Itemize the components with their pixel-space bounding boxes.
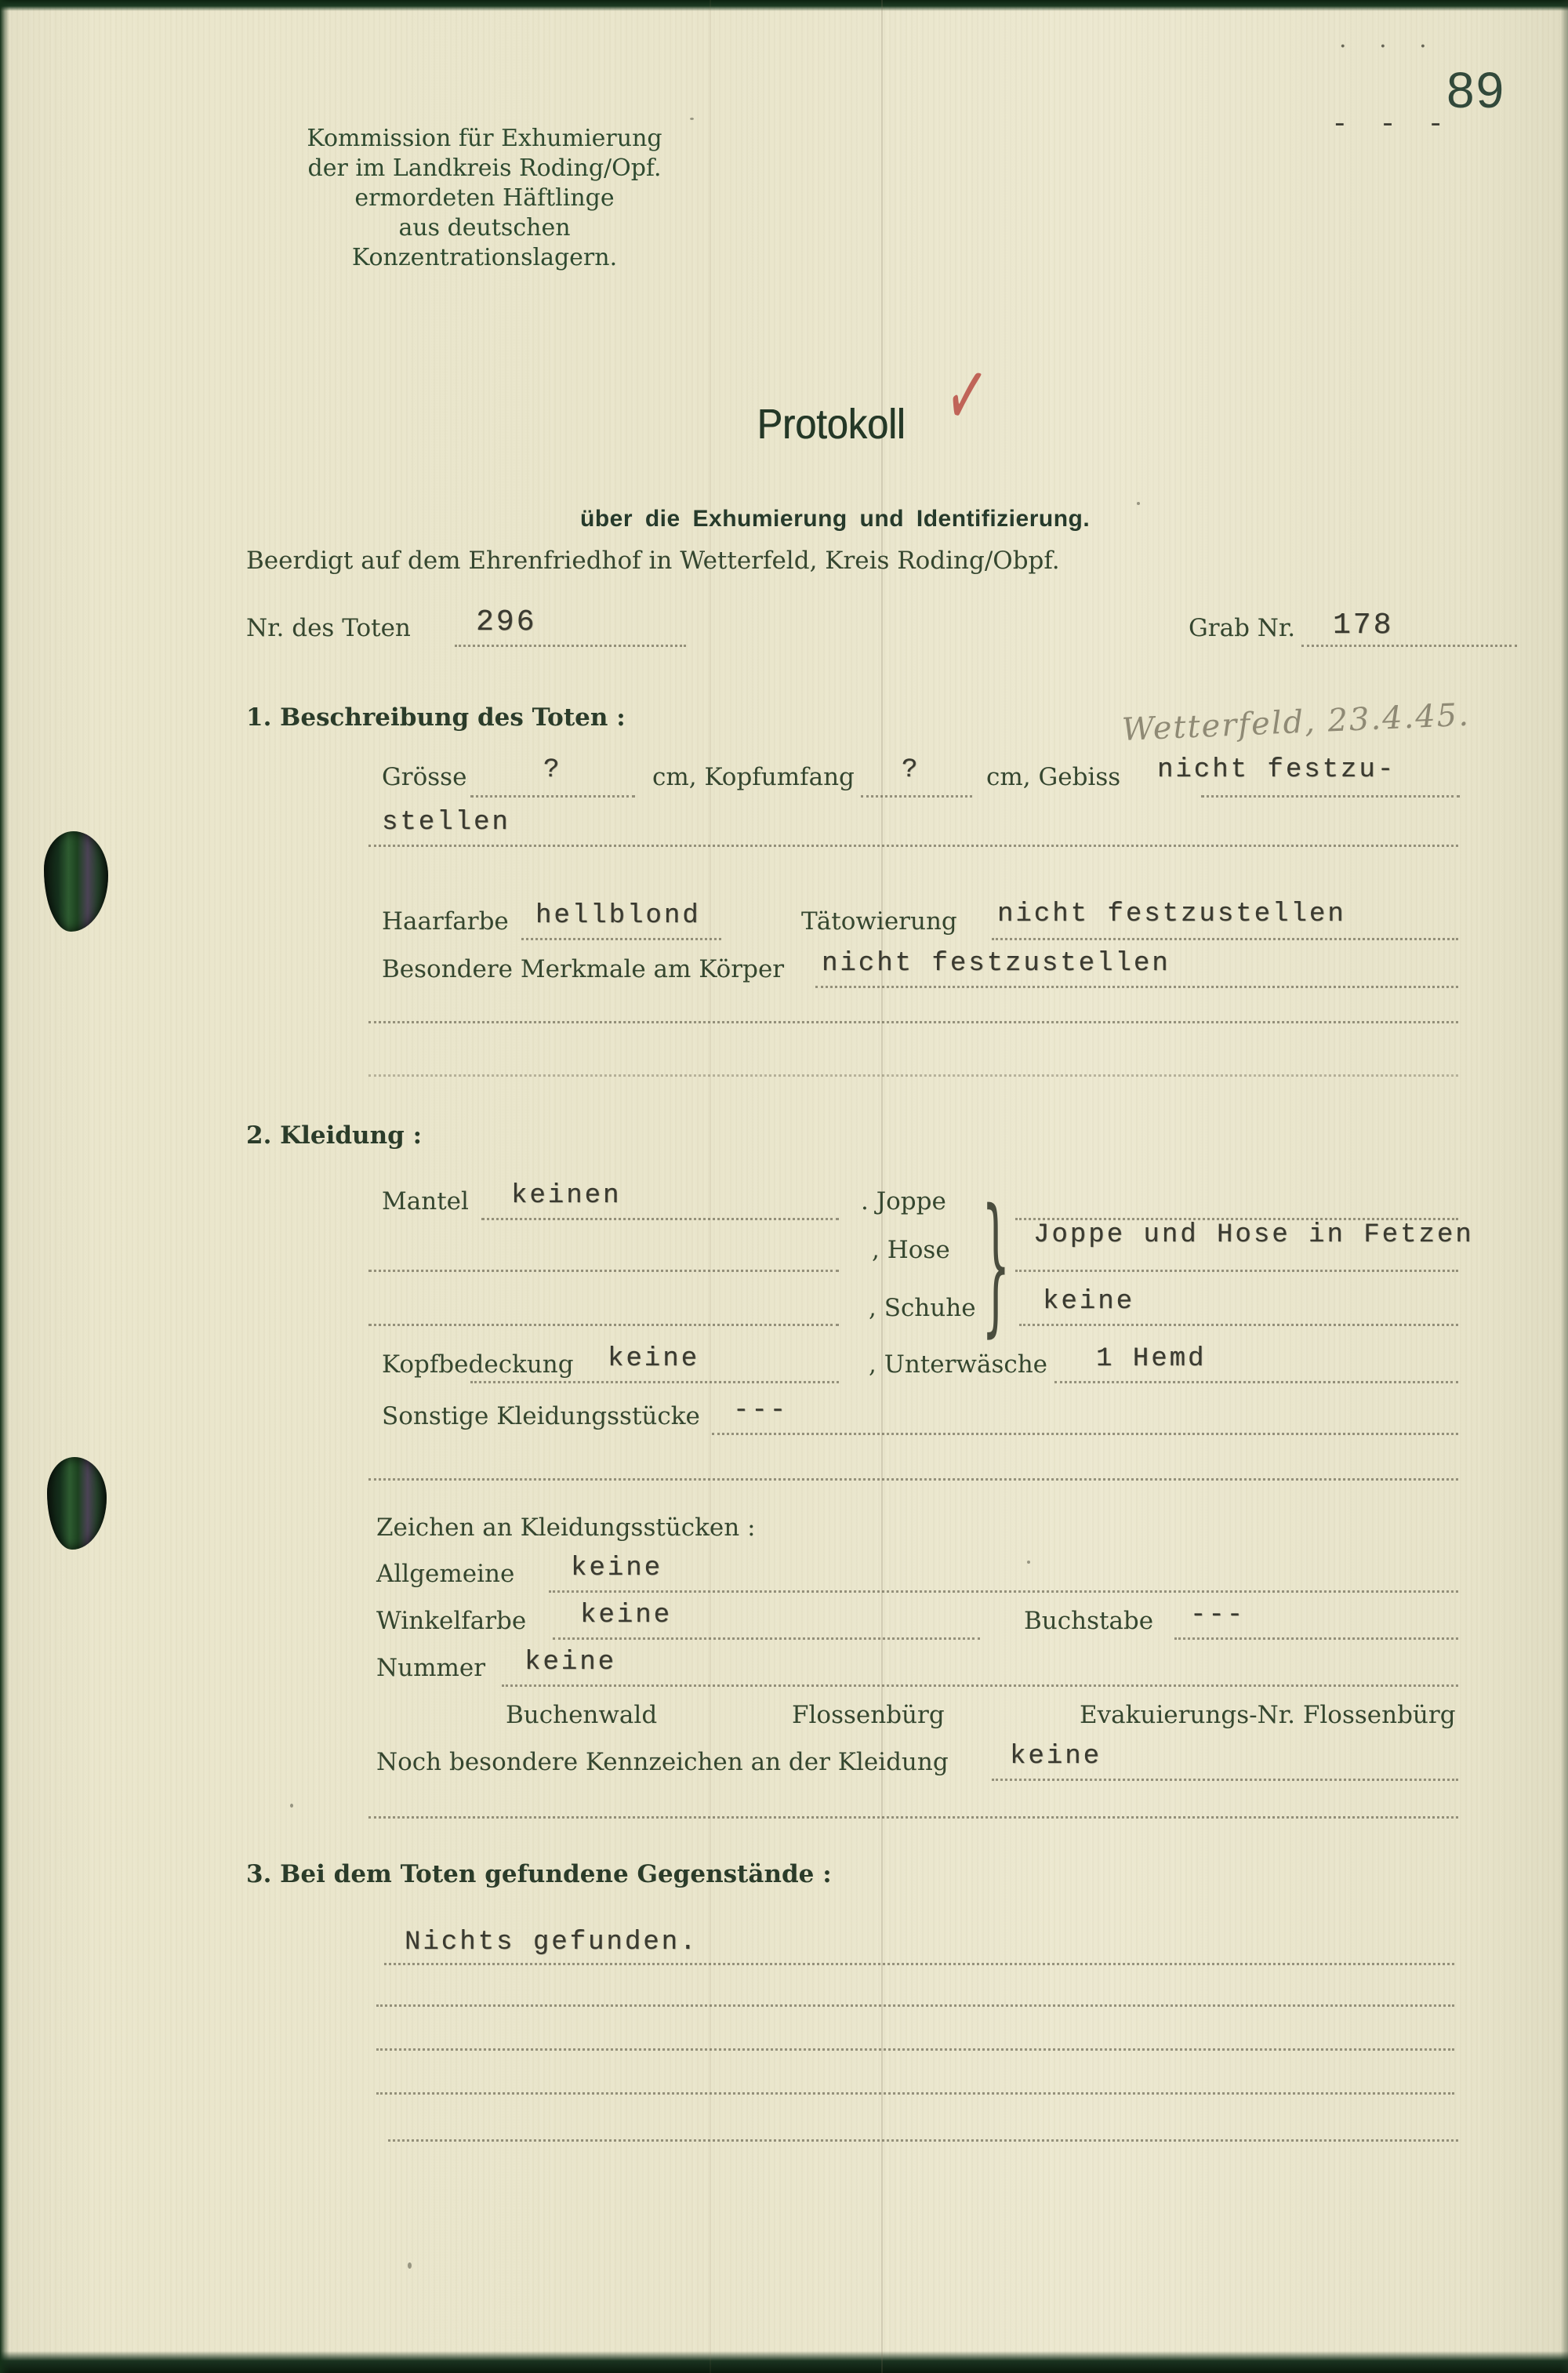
dotted-line <box>470 795 635 798</box>
allgemeine-label: Allgemeine <box>376 1560 515 1588</box>
section2-heading: 2. Kleidung : <box>246 1121 423 1150</box>
dotted-line <box>815 986 1458 988</box>
mantel-value: keinen <box>511 1181 622 1211</box>
paper-speck <box>290 1804 293 1808</box>
kopfumfang-label: cm, Kopfumfang <box>652 763 855 791</box>
corner-dash-marks: - - - <box>1331 108 1452 140</box>
dead-number-value: 296 <box>476 605 537 639</box>
letterhead <box>281 124 688 273</box>
allgemeine-value: keine <box>571 1554 663 1583</box>
merkmale-label: Besondere Merkmale am Körper <box>382 955 785 983</box>
kopfbedeckung-label: Kopfbedeckung <box>382 1350 574 1379</box>
haarfarbe-value: hellblond <box>535 901 701 931</box>
winkelfarbe-value: keine <box>580 1601 673 1630</box>
kennzeichen-label: Noch besondere Kennzeichen an der Kleidung <box>376 1748 949 1776</box>
dotted-line <box>1174 1637 1458 1640</box>
dotted-line <box>376 2004 1454 2007</box>
buchstabe-value: --- <box>1190 1601 1246 1630</box>
paper-fold-line <box>881 0 883 2373</box>
mantel-label: Mantel <box>382 1187 469 1216</box>
dotted-line <box>549 1590 1458 1593</box>
letterhead-line: aus deutschen Konzentrationslagern. <box>351 214 618 271</box>
camp-evakuierung-label: Evakuierungs-Nr. Flossenbürg <box>1080 1701 1456 1729</box>
section1-heading: 1. Beschreibung des Toten : <box>246 703 626 732</box>
dotted-line <box>1019 1324 1458 1326</box>
corner-dot-marks: · · · <box>1339 33 1439 60</box>
dotted-line <box>368 1816 1458 1819</box>
clothing-group-value: Joppe und Hose in Fetzen <box>1033 1220 1474 1250</box>
burial-location-line: Beerdigt auf dem Ehrenfriedhof in Wetterfeld, Kreis Roding/Obpf. <box>246 547 1060 575</box>
dotted-line <box>376 2048 1454 2051</box>
red-checkmark-icon: ✓ <box>942 338 993 454</box>
dotted-line <box>992 1779 1458 1781</box>
gebiss-value-continuation: stellen <box>382 808 510 838</box>
dotted-line <box>712 1433 1458 1435</box>
letterhead-line: Kommission für Exhumierung <box>307 125 662 152</box>
kennzeichen-value: keine <box>1010 1742 1102 1772</box>
dotted-line <box>521 938 721 940</box>
dotted-line <box>455 645 686 647</box>
haarfarbe-label: Haarfarbe <box>382 907 509 936</box>
nummer-label: Nummer <box>376 1654 486 1682</box>
paper-speck <box>1027 1561 1030 1564</box>
dotted-line <box>368 845 1458 847</box>
unterwaesche-value: 1 Hemd <box>1096 1344 1207 1374</box>
scan-edge-left <box>0 0 9 2373</box>
camp-flossenbuerg-label: Flossenbürg <box>792 1701 945 1729</box>
schuhe-value: keine <box>1043 1287 1135 1317</box>
taetowierung-value: nicht festzustellen <box>997 899 1346 929</box>
dotted-line <box>470 1381 839 1383</box>
schuhe-label: , Schuhe <box>869 1294 976 1322</box>
sonstige-label: Sonstige Kleidungsstücke <box>382 1402 700 1430</box>
winkelfarbe-label: Winkelfarbe <box>376 1607 527 1635</box>
camp-buchenwald-label: Buchenwald <box>506 1701 658 1729</box>
document-subtitle: über die Exhumierung und Identifizierung. <box>580 506 1091 532</box>
dotted-line <box>368 1478 1458 1481</box>
kopfumfang-value: ? <box>902 755 920 785</box>
paper-speck <box>1137 502 1140 505</box>
nummer-value: keine <box>524 1648 617 1677</box>
dotted-line <box>368 1021 1458 1023</box>
gebiss-label: cm, Gebiss <box>986 763 1121 791</box>
groesse-label: Grösse <box>382 763 467 791</box>
section3-heading: 3. Bei dem Toten gefundene Gegenstände : <box>246 1860 832 1888</box>
dotted-line <box>368 1074 1458 1077</box>
punch-hole-mark <box>44 831 108 932</box>
found-objects-value: Nichts gefunden. <box>405 1928 699 1957</box>
scan-edge-bottom <box>0 2351 1568 2373</box>
dotted-line <box>1301 645 1517 647</box>
dotted-line <box>861 795 972 798</box>
dotted-line <box>388 2139 1458 2142</box>
dotted-line <box>368 1324 839 1326</box>
merkmale-value: nicht festzustellen <box>822 949 1171 979</box>
dotted-line <box>553 1637 980 1640</box>
unterwaesche-label: , Unterwäsche <box>869 1350 1048 1379</box>
dotted-line <box>384 1963 1454 1965</box>
dotted-line <box>1201 795 1460 798</box>
clothing-group-brace: } <box>982 1176 1011 1351</box>
dead-number-label: Nr. des Toten <box>246 614 411 642</box>
joppe-label: . Joppe <box>861 1187 946 1216</box>
buchstabe-label: Buchstabe <box>1024 1607 1154 1635</box>
grave-number-label: Grab Nr. <box>1189 614 1296 642</box>
dotted-line <box>1054 1381 1458 1383</box>
handwritten-date-note: Wetterfeld, 23.4.45. <box>1120 696 1471 748</box>
dotted-line <box>481 1218 839 1220</box>
gebiss-value: nicht festzu- <box>1157 755 1396 785</box>
taetowierung-label: Tätowierung <box>801 907 957 936</box>
paper-speck <box>408 2262 412 2269</box>
scan-edge-top <box>0 0 1568 11</box>
groesse-value: ? <box>543 755 562 785</box>
kopfbedeckung-value: keine <box>608 1344 700 1374</box>
paper-fold-line-faint <box>710 0 711 2373</box>
dotted-line <box>992 938 1458 940</box>
zeichen-heading: Zeichen an Kleidungsstücken : <box>376 1514 756 1542</box>
letterhead-line: der im Landkreis Roding/Opf. <box>307 154 662 182</box>
dotted-line <box>1015 1270 1458 1272</box>
sonstige-value: --- <box>733 1396 789 1426</box>
dotted-line <box>368 1270 839 1272</box>
punch-hole-mark <box>47 1457 107 1550</box>
hose-label: , Hose <box>872 1236 950 1264</box>
page-number: 89 <box>1446 62 1506 118</box>
letterhead-line: ermordeten Häftlinge <box>354 184 615 212</box>
dotted-line <box>502 1684 1458 1687</box>
paper-speck <box>690 118 694 120</box>
scan-edge-right <box>1560 0 1568 2373</box>
dotted-line <box>376 2092 1454 2095</box>
document-title: Protokoll <box>757 401 906 448</box>
grave-number-value: 178 <box>1333 609 1394 642</box>
